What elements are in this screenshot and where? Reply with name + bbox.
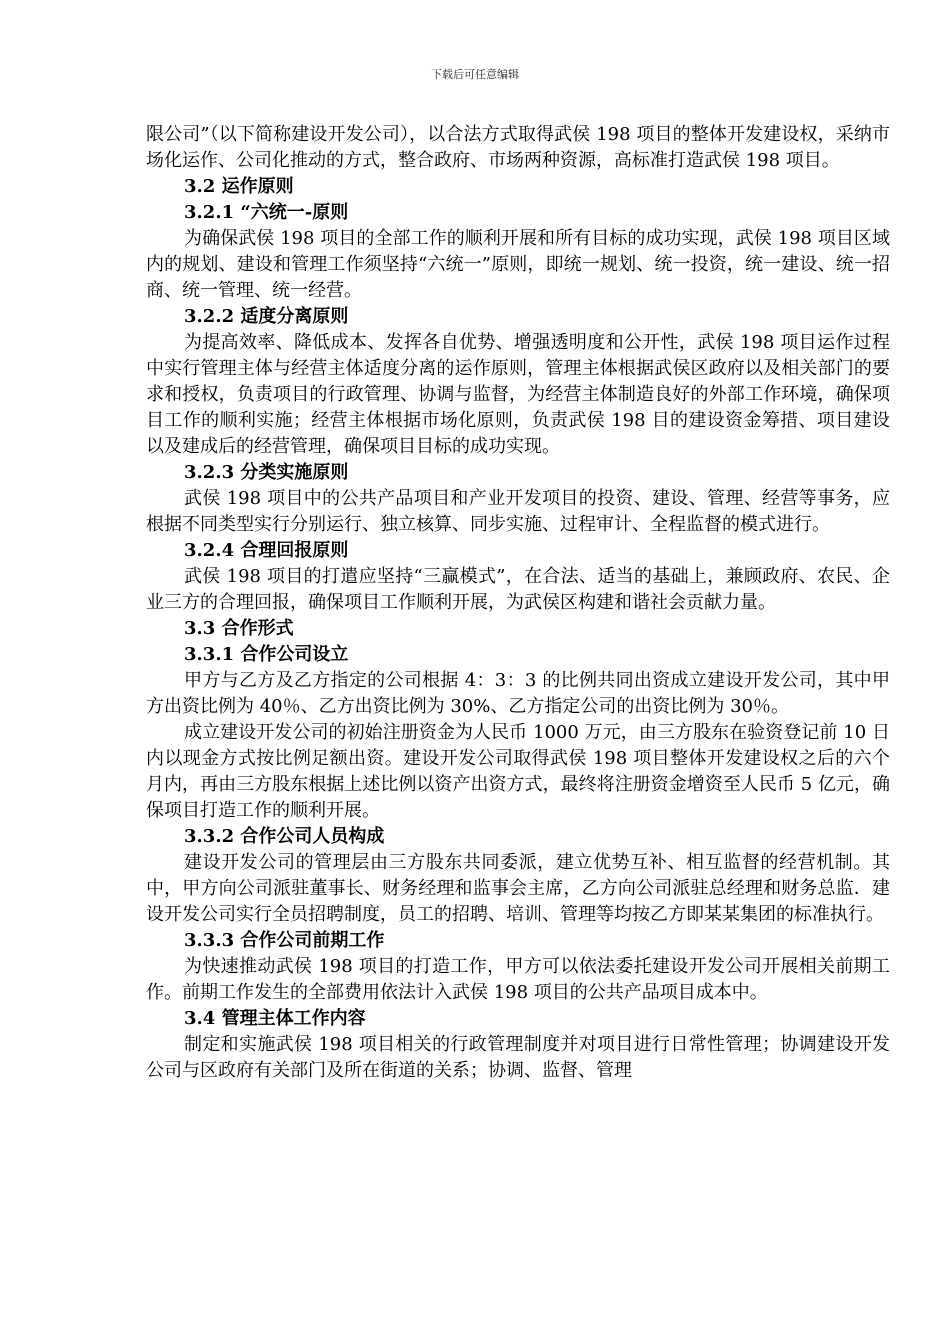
body-paragraph: 制定和实施武侯 198 项目相关的行政管理制度并对项目进行日常性管理；协调建设开发公司与区政府有关部门及所在街道的关系；协调、监督、管理 — [146, 1034, 890, 1081]
section-heading: 3.2.2 适度分离原则 — [184, 306, 349, 327]
body-paragraph: 为提高效率、降低成本、发挥各自优势、增强透明度和公开性，武侯 198 项目运作过程中实行管理主体与经营主体适度分离的运作原则，管理主体根据武侯区政府以及相关部门的要求和授权，负责项目的行政管理、协调与监督，为经营主体制造良好的外部工作环境，确保项目工作的顺利实施；经营主体根据市场化原则，负责武侯 198 目的建设资金筹措、项目建设以及建成后的经营管理，确保项目目标的成功实现。 — [146, 332, 890, 457]
section-heading: 3.3.1 合作公司设立 — [184, 644, 349, 665]
section-heading: 3.4 管理主体工作内容 — [184, 1008, 366, 1029]
section-heading: 3.3.2 合作公司人员构成 — [184, 826, 385, 847]
body-paragraph: 限公司”（以下简称建设开发公司），以合法方式取得武侯 198 项目的整体开发建设权，采纳市场化运作、公司化推动的方式，整合政府、市场两种资源，高标准打造武侯 198 项目。 — [146, 124, 890, 171]
body-paragraph: 甲方与乙方及乙方指定的公司根据 4：3：3 的比例共同出资成立建设开发公司，其中甲方出资比例为 40％、乙方出资比例为 30%、乙方指定公司的出资比例为 30％。 — [146, 670, 890, 717]
body-paragraph: 建设开发公司的管理层由三方股东共同委派，建立优势互补、相互监督的经营机制。其中，甲方向公司派驻董事长、财务经理和监事会主席，乙方向公司派驻总经理和财务总监．建设开发公司实行全员招聘制度，员工的招聘、培训、管理等均按乙方即某某集团的标准执行。 — [146, 852, 890, 925]
document-body — [146, 122, 890, 1084]
section-heading: 3.2 运作原则 — [184, 176, 294, 197]
body-paragraph: 成立建设开发公司的初始注册资金为人民币 1000 万元，由三方股东在验资登记前 10 日内以现金方式按比例足额出资。建设开发公司取得武侯 198 项目整体开发建设权之后的六个月内，再由三方股东根据上述比例以资产出资方式，最终将注册资金增资至人民币 5 亿元，确保项目打造工作的顺利开展。 — [146, 722, 890, 821]
body-paragraph: 武侯 198 项目的打遣应坚持“三赢模式”，在合法、适当的基础上，兼顾政府、农民、企业三方的合理回报，确保项目工作顺利开展，为武侯区构建和谐社会贡献力量。 — [146, 566, 890, 613]
body-paragraph: 武侯 198 项目中的公共产品项目和产业开发项目的投资、建设、管理、经营等事务，应根据不同类型实行分别运行、独立核算、同步实施、过程审计、全程监督的模式进行。 — [146, 488, 890, 535]
section-heading: 3.2.3 分类实施原则 — [184, 462, 349, 483]
page-header: 下载后可任意编辑 — [431, 68, 519, 81]
body-paragraph: 为确保武侯 198 项目的全部工作的顺利开展和所有目标的成功实现，武侯 198 项目区域内的规划、建设和管理工作须坚持“六统一”原则，即统一规划、统一投资，统一建设、统一招商、统一管理、统一经营。 — [146, 228, 890, 301]
section-heading: 3.3.3 合作公司前期工作 — [184, 930, 385, 951]
section-heading: 3.3 合作形式 — [184, 618, 294, 639]
section-heading: 3.2.4 合理回报原则 — [184, 540, 349, 561]
section-heading: 3.2.1 “六统一-原则 — [184, 202, 349, 223]
body-paragraph: 为快速推动武侯 198 项目的打造工作，甲方可以依法委托建设开发公司开展相关前期工作。前期工作发生的全部费用依法计入武侯 198 项目的公共产品项目成本中。 — [146, 956, 890, 1003]
